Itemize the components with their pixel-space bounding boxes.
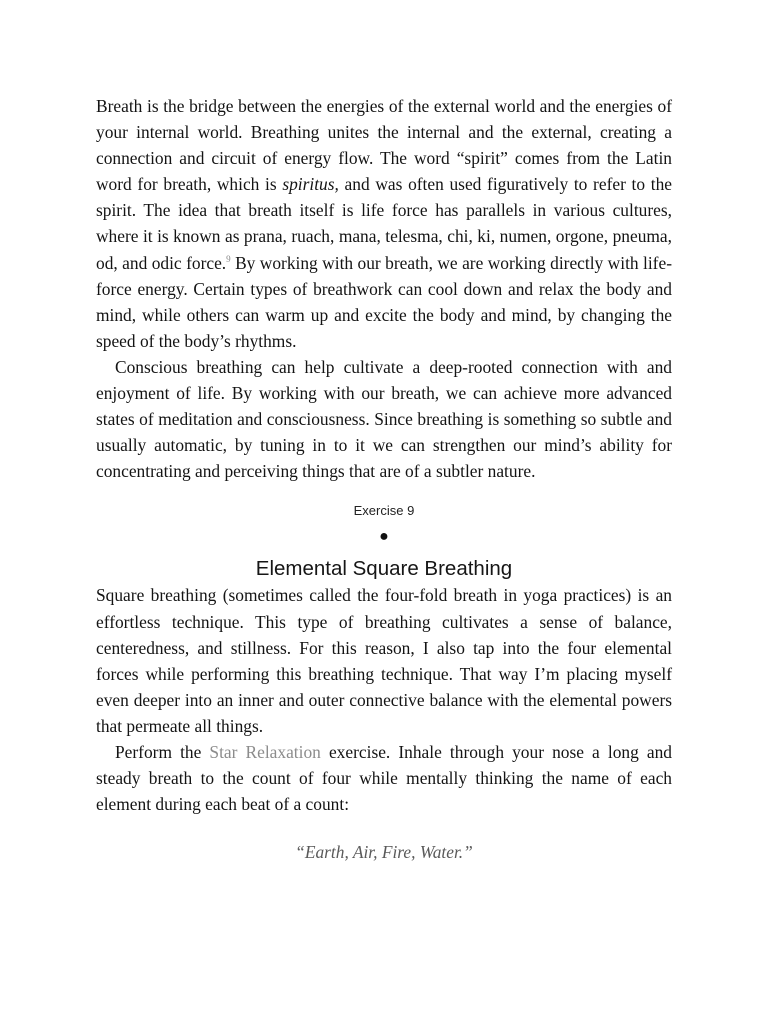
- section-title: Elemental Square Breathing: [255, 557, 513, 581]
- paragraph-text: exercise. Inhale through your nose a long and steady breath to the count of four while mentally thinking the name of each element during each beat of a count:: [96, 741, 672, 815]
- paragraph-text: Perform the: [115, 741, 210, 762]
- element-chant-quote: “Earth, Air, Fire, Water.”: [295, 842, 473, 863]
- paragraph-text: Breath is the bridge between the energies of the external world and the energies of your internal world. Breathing unites the internal and the external, creating a connection and circuit of energy flow. The word “spirit” comes from the Latin word for breath, which is: [96, 96, 672, 195]
- italic-term-spiritus: spiritus,: [282, 174, 339, 195]
- paragraph-square-breathing: Square breathing (sometimes called the four-fold breath in yoga practices) is an effortless technique. This type of breathing cultivates a sense of balance, centeredness, and stillness. For this reason, I also tap into the four elemental forces while performing this breathing technique. That way I’m placing myself even deeper into an inner and outer connective balance with the elemental powers that permeate all things.: [96, 585, 672, 736]
- paragraph-text: and was often used figuratively to refer to the spirit. The idea that breath itself is life force has parallels in various cultures, where it is known as prana, ruach, mana, telesma, chi, ki, numen, orgone, pneuma, od, and odic force.: [96, 174, 673, 273]
- footnote-marker[interactable]: 9: [226, 253, 231, 264]
- exercise-label: Exercise 9: [353, 503, 415, 519]
- bullet-separator: ●: [379, 528, 389, 546]
- paragraph-text: By working with our breath, we are working directly with life-force energy. Certain types of breathwork can cool down and relax the body and mind, while others can warm up and excite the body and mind, by changing the speed of the body’s rhythms.: [96, 252, 672, 351]
- book-page: [96, 93, 672, 865]
- paragraph-breath-bridge: [96, 93, 672, 354]
- paragraph-conscious-breathing: Conscious breathing can help cultivate a deep-rooted connection with and enjoyment of life. By working with our breath, we can achieve more advanced states of meditation and consciousness. Since breathing is something so subtle and usually automatic, by tuning in to it we can strengthen our mind’s ability for concentrating and perceiving things that are of a subtler nature.: [96, 356, 672, 482]
- paragraph-perform-exercise: [96, 739, 672, 817]
- star-relaxation-link[interactable]: Star Relaxation: [209, 741, 321, 762]
